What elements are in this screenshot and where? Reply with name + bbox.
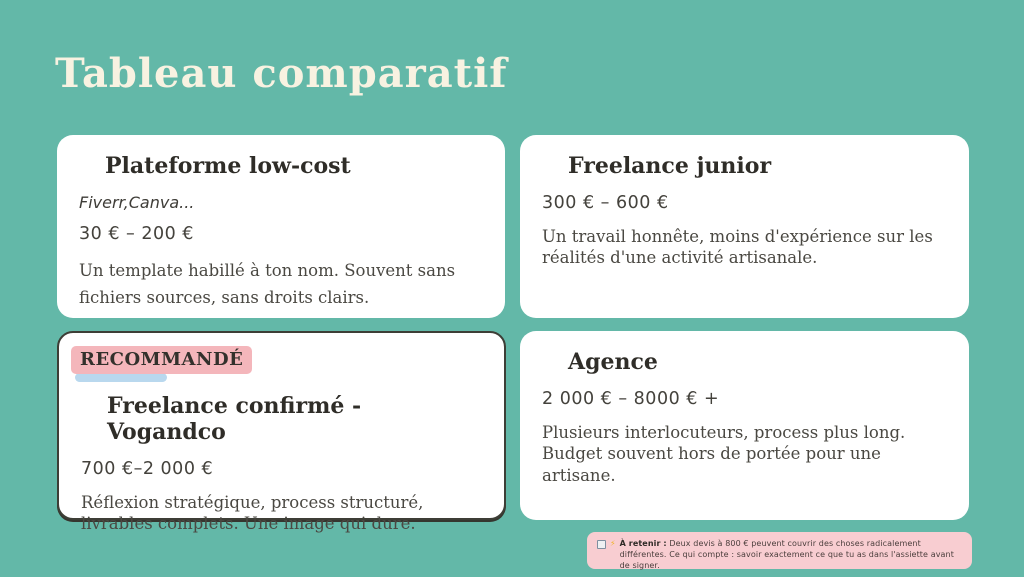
card-title: Freelance confirmé - Vogandco <box>107 393 362 445</box>
checkbox-icon[interactable] <box>597 540 606 549</box>
note-a-retenir <box>587 532 972 569</box>
card-title: Agence <box>568 349 658 375</box>
card-freelance-confirme-recommended <box>57 331 506 534</box>
badge-row <box>71 349 482 387</box>
badge-highlight-underline <box>75 373 167 382</box>
card-subtitle: Fiverr,Canva... <box>79 193 195 212</box>
card-title: Plateforme low-cost <box>105 153 351 179</box>
card-agence <box>520 331 969 520</box>
lightning-icon: ⚡ <box>610 539 616 548</box>
recommended-badge: RECOMMANDÉ <box>71 346 252 374</box>
note-label: À retenir : <box>619 539 667 548</box>
card-description: Plusieurs interlocuteurs, process plus long. Budget souvent hors de portée pour une artisane. <box>542 423 906 485</box>
card-description: Un template habillé à ton nom. Souvent sans fichiers sources, sans droits clairs. <box>79 261 456 308</box>
card-title: Freelance junior <box>568 153 772 179</box>
page-title: Tableau comparatif <box>55 50 508 97</box>
card-description: Réflexion stratégique, process structuré, livrables complets. Une image qui dure. <box>81 493 424 534</box>
note-text <box>620 538 960 571</box>
note-body: Deux devis à 800 € peuvent couvrir des choses radicalement différentes. Ce qui compte : savoir exactement ce que tu as dans l'assiette avant de signer. <box>619 539 954 570</box>
card-plateforme-low-cost <box>57 135 505 318</box>
card-freelance-junior <box>520 135 969 318</box>
card-price: 2 000 € – 8000 € + <box>542 389 720 409</box>
card-price: 30 € – 200 € <box>79 224 194 244</box>
card-description: Un travail honnête, moins d'expérience sur les réalités d'une activité artisanale. <box>542 227 933 268</box>
card-price: 300 € – 600 € <box>542 193 669 213</box>
card-price: 700 €–2 000 € <box>81 459 214 479</box>
